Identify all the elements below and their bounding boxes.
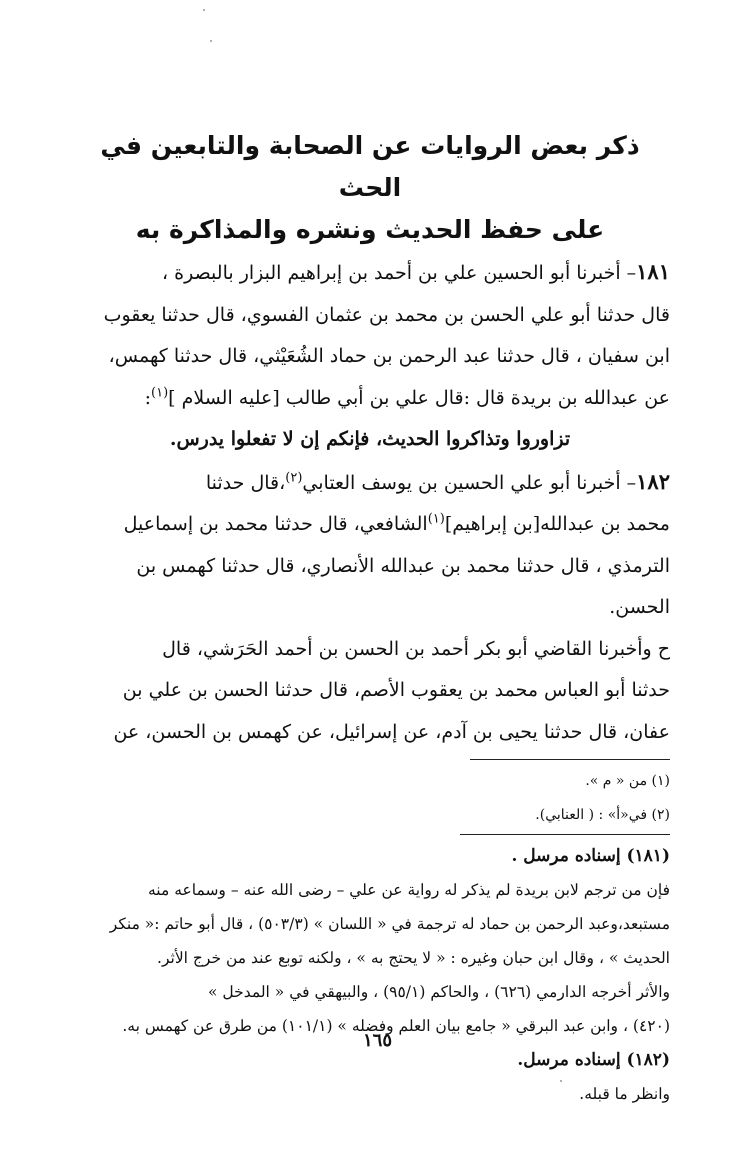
paragraph-181-line: قال حدثنا أبو علي الحسن بن محمد بن عثمان الفسوي، قال حدثنا يعقوب: [103, 303, 670, 326]
entry-number: ١٨١: [636, 259, 670, 284]
paragraph-181-line: ابن سفيان ، قال حدثنا عبد الرحمن بن حماد الشُعَيْثي، قال حدثنا كهمس،: [108, 345, 670, 367]
paragraph-182-line: الترمذي ، قال حدثنا محمد بن عبدالله الأنصاري، قال حدثنا كهمس بن: [136, 554, 670, 577]
text-run: – أخبرنا أبو علي الحسين بن يوسف العتابي: [302, 471, 637, 494]
note-182-heading: (١٨٢) إسناده مرسل.: [517, 1050, 670, 1070]
quoted-saying: تزاوروا وتذاكروا الحديث، فإنكم إن لا تفعلوا يدرس.: [169, 428, 571, 450]
document-page: [70, 125, 670, 1111]
footnote-1: (١) من « م ».: [585, 773, 670, 789]
section-heading: [70, 125, 670, 251]
entry-number: ١٨٢: [636, 468, 670, 494]
paragraph-182-line: عفان، قال حدثنا يحيى بن آدم، عن إسرائيل، عن كهمس بن الحسن، عن: [113, 720, 670, 743]
paragraph-182-line: الحسن.: [609, 596, 670, 618]
scan-speck: [203, 9, 205, 11]
heading-line-1: ذكر بعض الروايات عن الصحابة والتابعين في الحث: [100, 131, 640, 202]
footnote-ref: (١): [427, 511, 445, 527]
text-run: محمد بن عبدالله[بن إبراهيم]: [444, 513, 670, 535]
footnote-divider: [470, 759, 670, 760]
scan-speck: [210, 40, 212, 42]
paragraph-182-line: [70, 461, 670, 505]
footnote-2: (٢) في«أ» : ( العنابي).: [535, 807, 670, 823]
paragraph-182-line: ح وأخبرنا القاضي أبو بكر أحمد بن الحسن بن أحمد الحَرَشي، قال: [162, 637, 670, 660]
footnote-ref: (١): [151, 385, 169, 401]
note-181-line: فإن من ترجم لابن بريدة لم يذكر له رواية عن علي – رضى الله عنه – وسماعه منه: [147, 881, 670, 899]
main-text: [70, 251, 670, 753]
text-run: – أخبرنا أبو الحسين علي بن أحمد بن إبراهيم البزار بالبصرة ،: [161, 262, 637, 284]
page-number: ١٦٥: [362, 1030, 392, 1051]
heading-line-2: على حفظ الحديث ونشره والمذاكرة به: [135, 215, 605, 244]
note-181-line: (٤٢٠) ، وابن عبد البرقي « جامع بيان العلم وفضله » (١٠١/١) من طرق عن كهمس به.: [122, 1017, 670, 1035]
text-run: ،قال حدثنا: [205, 471, 286, 494]
paragraph-181-line: [70, 378, 670, 420]
paragraph-182-line: حدثنا أبو العباس محمد بن يعقوب الأصم، قال حدثنا الحسن بن علي بن: [122, 679, 670, 701]
text-run: عن عبدالله بن بريدة قال :قال علي بن أبي طالب [عليه السلام ]: [168, 386, 670, 409]
paragraph-181-line: [70, 251, 670, 295]
note-181-line: الحديث » ، وقال ابن حبان وغيره : « لا يحتج به » ، ولكنه توبع عند من خرج الأثر.: [157, 949, 670, 967]
text-run: :: [144, 386, 152, 409]
note-181-heading: (١٨١) إسناده مرسل .: [511, 846, 670, 866]
footnote-ref: (٢): [285, 470, 303, 486]
note-181-line: مستبعد،وعبد الرحمن بن حماد له ترجمة في « اللسان » (٥٠٣/٣) ، قال أبو حاتم :« منكر: [109, 915, 670, 933]
paragraph-182-line: [70, 504, 670, 546]
notes-divider: [460, 834, 670, 835]
note-181-line: والأثر أخرجه الدارمي (٦٢٦) ، والحاكم (٩٥/١) ، والبيهقي في « المدخل »: [208, 983, 670, 1001]
commentary-notes: [70, 839, 670, 1111]
note-182-line: وانظر ما قبله.: [579, 1085, 670, 1103]
footnotes: [70, 764, 670, 832]
text-run: الشافعي، قال حدثنا محمد بن إسماعيل: [123, 513, 428, 535]
